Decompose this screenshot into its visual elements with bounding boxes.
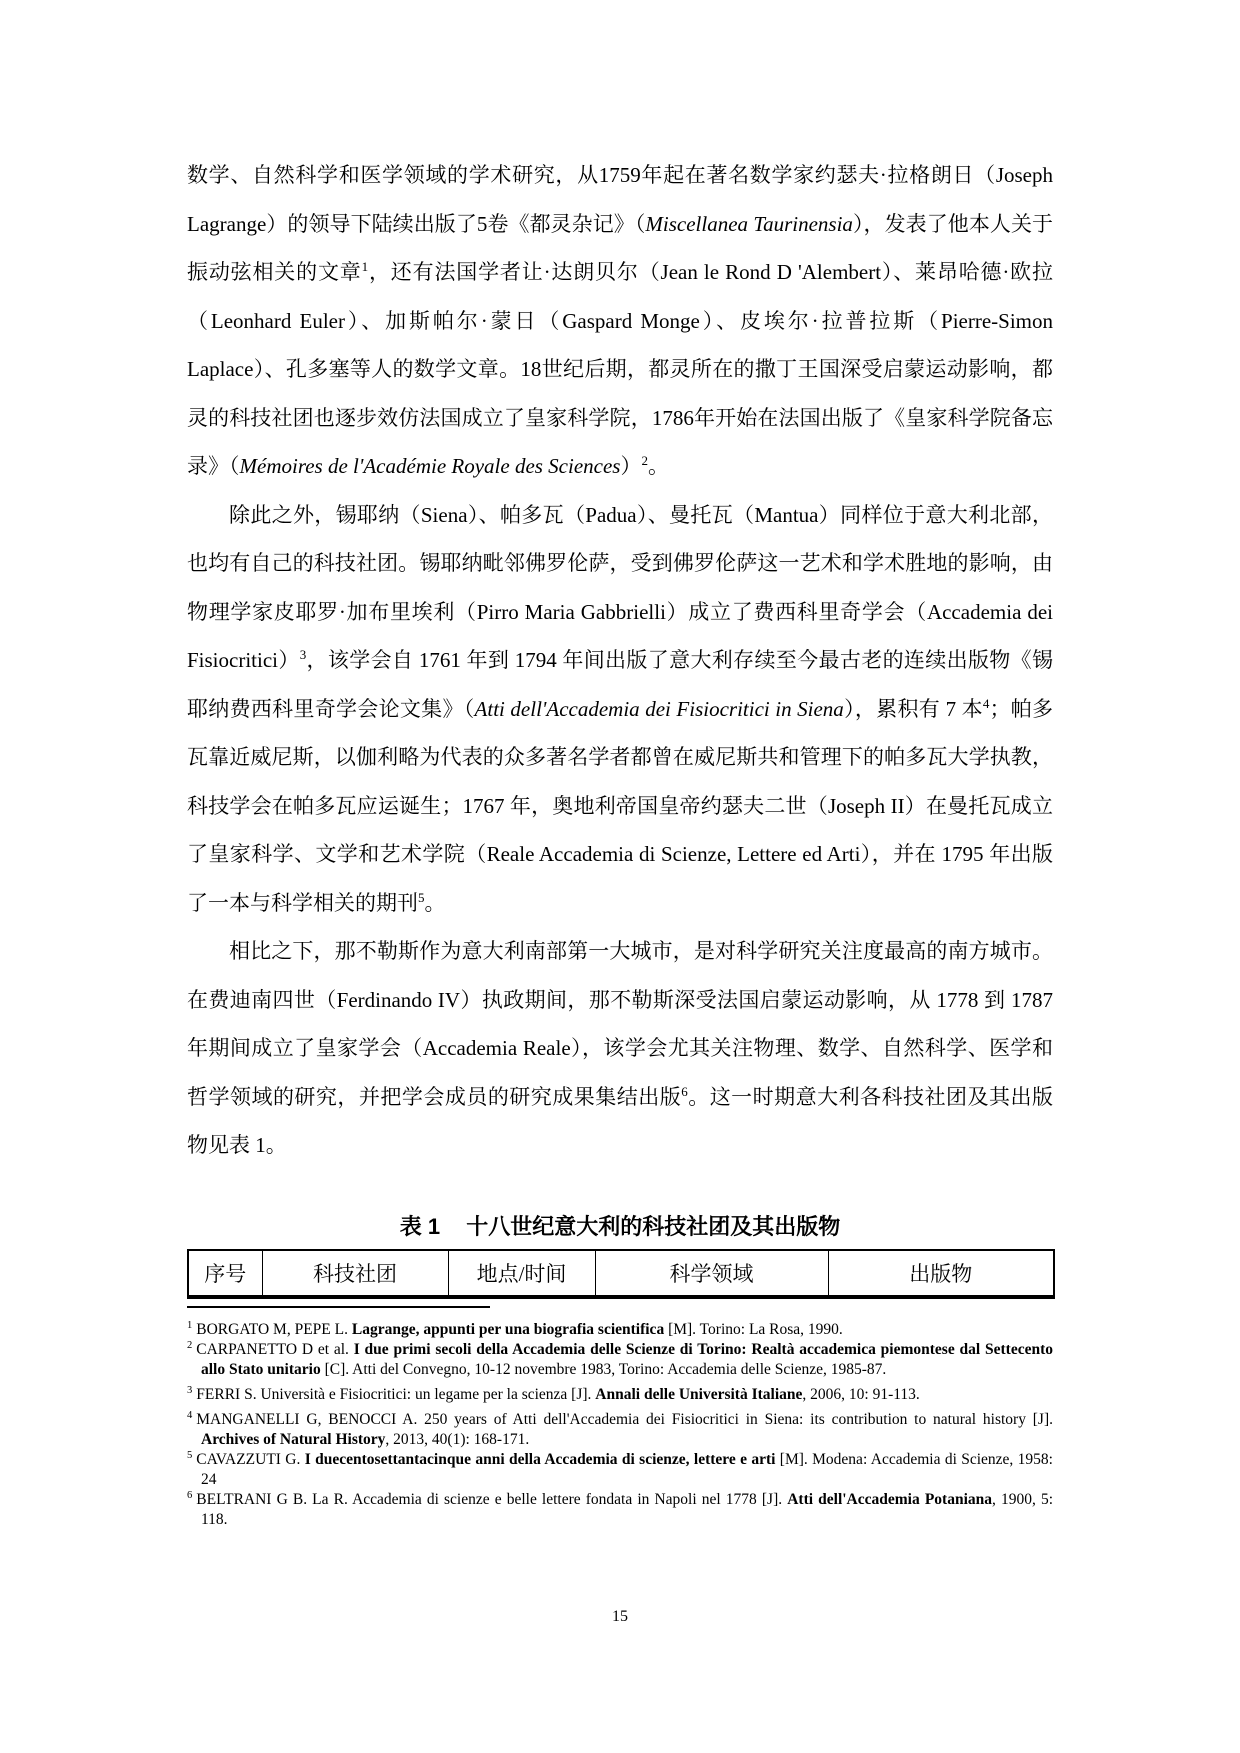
column-header-society: 科技社团 [262,1250,448,1297]
table-header-row [188,1250,1054,1297]
column-header-location-time: 地点/时间 [448,1250,595,1297]
footnote-3 [187,1380,1053,1410]
societies-table [187,1249,1055,1299]
footnote-marker: 2 [187,1339,193,1351]
page-number: 15 [612,1608,628,1625]
table-caption-title: 十八世纪意大利的科技社团及其出版物 [466,1214,841,1239]
footnote-marker: 5 [187,1449,193,1461]
footnote-text: FERRI S. Università e Fisiocritici: un legame per la scienza [J]. Annali delle Università Italiane, 2006, 10: 91-113. [196,1386,920,1403]
column-header-index: 序号 [188,1250,262,1297]
paragraph-turin-societies: 数学、自然科学和医学领域的学术研究，从1759年起在著名数学家约瑟夫·拉格朗日（Joseph Lagrange）的领导下陆续出版了5卷《都灵杂记》（Miscellanea Taurinensia），发表了他本人关于振动弦相关的文章$^1$，还有法国学者让·达朗贝尔（Jean le Rond D 'Alembert）、莱昂哈德·欧拉（Leonhard Euler）、加斯帕尔·蒙日（Gaspard Monge）、皮埃尔·拉普拉斯（Pierre-Simon Laplace）、孔多塞等人的数学文章。18世纪后期，都灵所在的撒丁王国深受启蒙运动影响，都灵的科技社团也逐步效仿法国成立了皇家科学院，1786年开始在法国出版了《皇家科学院备忘录》（Mémoires de l'Académie Royale des Sciences）$^2$。 [187,163,1053,478]
footnote-marker: 4 [187,1409,193,1421]
column-header-publications: 出版物 [828,1250,1054,1297]
footnotes [187,1320,1053,1530]
table-caption [187,1212,1053,1242]
body-text [187,151,1053,1211]
paragraph-northern-societies: 除此之外，锡耶纳（Siena）、帕多瓦（Padua）、曼托瓦（Mantua）同样位于意大利北部，也均有自己的科技社团。锡耶纳毗邻佛罗伦萨，受到佛罗伦萨这一艺术和学术胜地的影响，由物理学家皮耶罗·加布里埃利（Pirro Maria Gabbrielli）成立了费西科里奇学会（Accademia dei Fisiocritici）$^3$，该学会自 1761 年到 1794 年间出版了意大利存续至今最古老的连续出版物《锡耶纳费西科里奇学会论文集》（Atti dell'Accademia dei Fisiocritici in Siena），累积有 7 本$^4$；帕多瓦靠近威尼斯，以伽利略为代表的众多著名学者都曾在威尼斯共和管理下的帕多瓦大学执教，科技学会在帕多瓦应运诞生；1767 年，奥地利帝国皇帝约瑟夫二世（Joseph II）在曼托瓦成立了皇家科学、文学和艺术学院（Reale Accademia di Scienze, Lettere ed Arti），并在 1795 年出版了一本与科学相关的期刊$^5$。 [187,502,1053,915]
footnote-text: CARPANETTO D et al. I due primi secoli della Accademia delle Scienze di Torino: Realtà accademica piemontese dal Settecento allo Stato unitario [C]. Atti del Convegno, 10-12 novembre 1983, Torino: Accademia delle Scienze, 1985-87. [196,1341,1053,1378]
footnote-text: CAVAZZUTI G. I duecentosettantacinque anni della Accademia di scienze, lettere e arti [M]. Modena: Accademia di Scienze, 1958: 24 [196,1451,1053,1488]
footnote-4 [187,1410,1053,1450]
footnote-text: BORGATO M, PEPE L. Lagrange, appunti per una biografia scientifica [M]. Torino: La Rosa, 1990. [196,1321,843,1338]
footnote-marker: 3 [187,1384,193,1396]
footnote-separator [187,1306,490,1308]
footnote-text: MANGANELLI G, BENOCCI A. 250 years of Atti dell'Accademia dei Fisiocritici in Siena: its contribution to natural history [J]. Archives of Natural History, 2013, 40(1): 168-171. [196,1411,1053,1448]
footnote-text: BELTRANI G B. La R. Accademia di scienze e belle lettere fondata in Napoli nel 1778 [J]. Atti dell'Accademia Potaniana, 1900, 5: 118. [196,1491,1054,1528]
column-header-science-field: 科学领域 [595,1250,828,1297]
footnote-6 [187,1490,1053,1530]
paragraph-naples-society: 相比之下，那不勒斯作为意大利南部第一大城市，是对科学研究关注度最高的南方城市。在费迪南四世（Ferdinando IV）执政期间，那不勒斯深受法国启蒙运动影响，从 1778 到 1787 年期间成立了皇家学会（Accademia Reale），该学会尤其关注物理、数学、自然科学、医学和哲学领域的研究，并把学会成员的研究成果集结出版$^6$。这一时期意大利各科技社团及其出版物见表 1。 [187,939,1053,1157]
footnote-1 [187,1320,1053,1340]
footnote-2 [187,1340,1053,1380]
table-caption-label: 表 1 [399,1214,441,1239]
footnote-marker: 6 [187,1489,193,1501]
footnote-marker: 1 [187,1319,193,1331]
footnote-5 [187,1450,1053,1490]
